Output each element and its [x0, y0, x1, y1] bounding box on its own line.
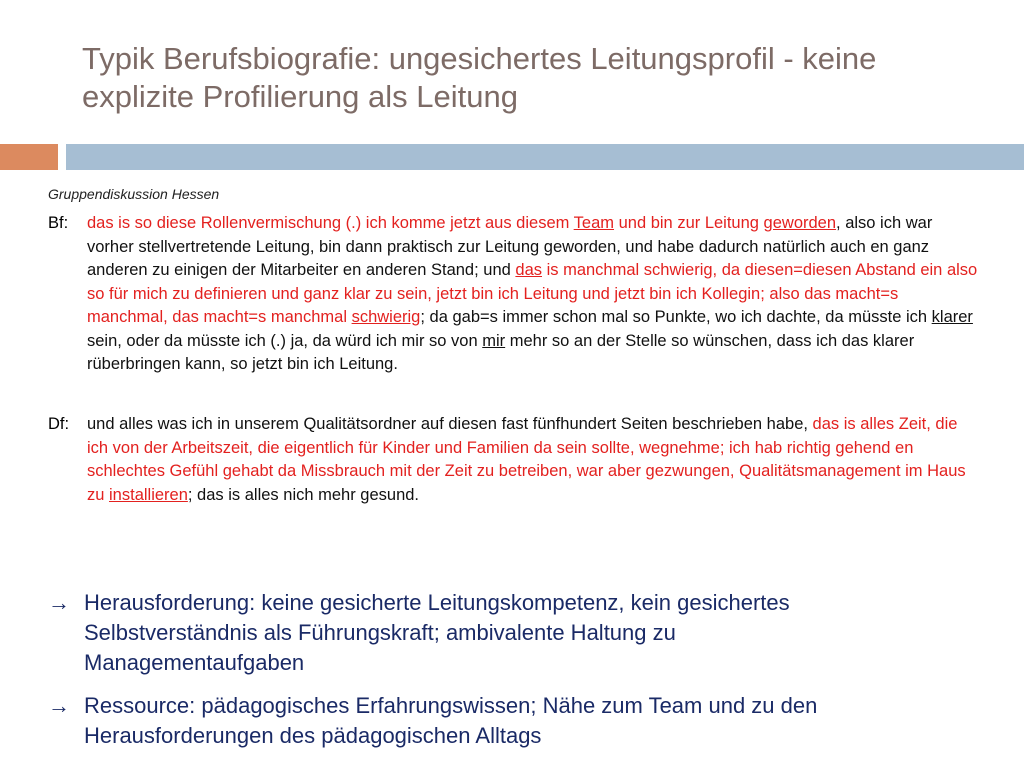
conclusion-line: Ressource: pädagogisches Erfahrungswissen; Nähe zum Team und zu den — [84, 693, 818, 718]
conclusion-line: Herausforderungen des pädagogischen Alltags — [84, 723, 542, 748]
utterance-segment: ; da gab=s immer schon mal so Punkte, wo ich dachte, da müsste ich — [420, 308, 932, 326]
utterance-segment: klarer — [931, 308, 973, 326]
speaker-label: Df: — [48, 415, 70, 433]
utterance-text — [87, 413, 978, 507]
utterance-segment: Team — [573, 214, 615, 232]
slide-title-line-1: Typik Berufsbiografie: ungesichertes Leitungsprofil - keine — [82, 41, 877, 76]
utterance-segment: das is alles Zeit, die ich von der Arbeitszeit, die eigentlich für Kinder und Familien da sein sollte, wegnehme; ich hab richtig gehend en schlechtes Gefühl gehabt da Missbrauch mit der Zeit zu betreiben, war aber gezwungen, Qualitätsmanagement im Haus zu — [87, 415, 966, 504]
conclusion-resource — [48, 691, 968, 751]
arrow-right-icon: → — [48, 693, 70, 718]
source-label: Gruppendiskussion Hessen — [48, 186, 220, 202]
utterance-segment: mir — [482, 331, 506, 350]
conclusion-line: Managementaufgaben — [84, 650, 305, 675]
transcript-turn-bf — [48, 212, 978, 377]
speaker-label: Bf: — [48, 214, 69, 232]
conclusion-line: Herausforderung: keine gesicherte Leitungskompetenz, kein gesichertes — [84, 590, 790, 615]
utterance-segment: das is so diese Rollenvermischung (.) ich komme jetzt aus diesem — [87, 214, 574, 232]
utterance-segment: mehr so an der Stelle so wünschen, dass ich das klarer rüberbringen kann, so jetzt bin ich Leitung. — [87, 331, 915, 373]
utterance-segment: sein, oder da müsste ich (.) ja, da würd ich mir so von — [87, 331, 483, 350]
conclusion-challenge — [48, 588, 968, 678]
utterance-segment: und bin zur Leitung — [614, 214, 764, 232]
utterance-segment: , also ich war vorher stellvertretende Leitung, bin dann praktisch zur Leitung geworden, und habe dadurch natürlich auch en ganz anderen zu einigen der Mitarbeiter en anderen Stand; und — [87, 214, 933, 279]
utterance-text — [87, 212, 978, 377]
slide-title — [82, 40, 982, 116]
utterance-segment: is manchmal schwierig, da diesen=diesen Abstand ein also so für mich zu definieren und ganz klar zu sein, jetzt bin ich Leitung und jetzt bin ich Kollegin; also das macht=s manchmal, das macht=s manchmal — [87, 261, 978, 326]
utterance-segment: und alles was ich in unserem Qualitätsordner auf diesen fast fünfhundert Seiten beschrieben habe, — [87, 415, 813, 433]
utterance-segment: geworden — [763, 214, 837, 232]
slide-title-line-2: explizite Profilierung als Leitung — [82, 79, 518, 114]
transcript-turn-df — [48, 413, 978, 507]
utterance-segment: installieren — [109, 485, 188, 504]
arrow-right-icon: → — [48, 590, 70, 615]
utterance-segment: das — [515, 261, 542, 279]
accent-bar-blue — [66, 144, 1024, 170]
conclusion-line: Selbstverständnis als Führungskraft; ambivalente Haltung zu — [84, 620, 676, 645]
accent-bar-orange — [0, 144, 58, 170]
utterance-segment: ; das is alles nich mehr gesund. — [187, 485, 420, 504]
utterance-segment: schwierig — [351, 308, 421, 326]
